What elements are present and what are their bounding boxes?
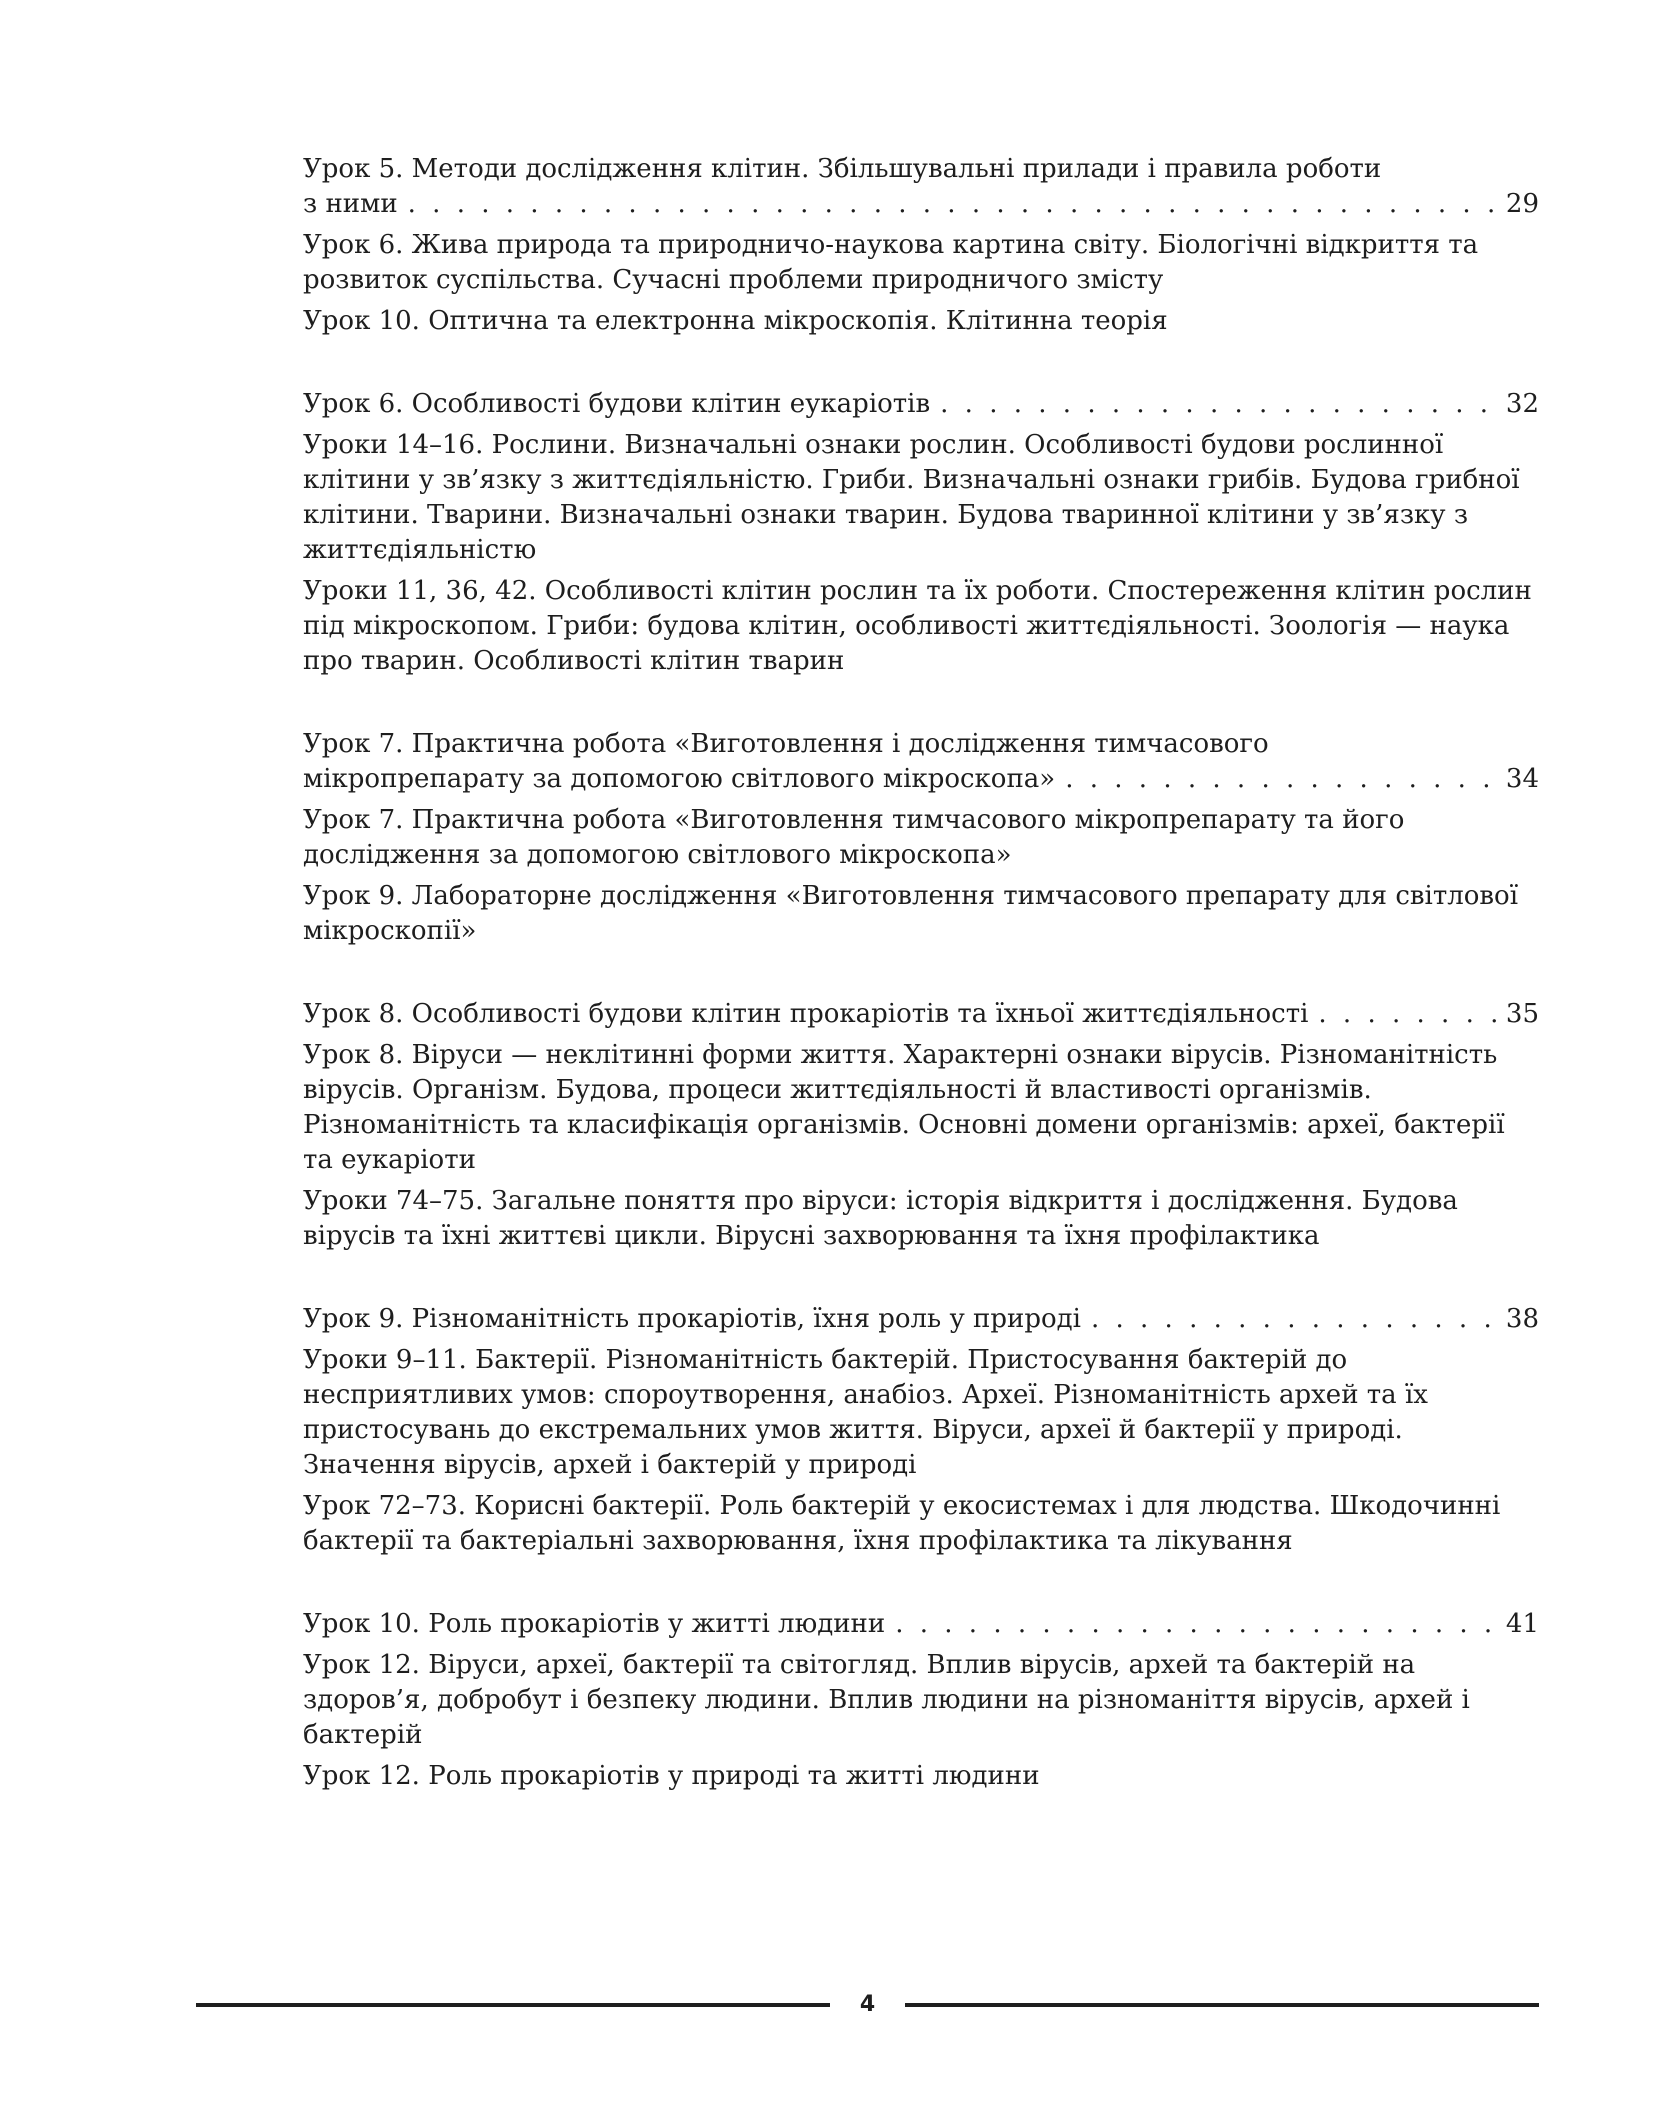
toc-main-last-line — [303, 1302, 1539, 1337]
toc-entry — [303, 152, 1539, 339]
toc-page-number: 35 — [1505, 999, 1539, 1029]
toc-main-heading — [303, 1607, 1539, 1642]
toc-reference: Урок 9. Лабораторне дослідження «Виготовлення тимчасового препарату для світлової мікроскопії» — [303, 881, 1519, 946]
toc-page-number: 32 — [1505, 389, 1539, 419]
toc-main-text: Урок 6. Особливості будови клітин еукаріотів — [303, 389, 931, 419]
toc-page-number: 29 — [1505, 189, 1539, 219]
toc-entry — [303, 1607, 1539, 1794]
toc-reference: Урок 10. Оптична та електронна мікроскопія. Клітинна теорія — [303, 306, 1168, 336]
toc-entry — [303, 727, 1539, 949]
page-number: 4 — [859, 1992, 876, 2017]
toc-main-last-line — [303, 1607, 1539, 1642]
toc-reference: Уроки 14–16. Рослини. Визначальні ознаки рослин. Особливості будови рослинної клітини у зв’язку з життєдіяльністю. Гриби. Визначальні ознаки грибів. Будова грибної клітини. Тварини. Визначальні ознаки тварин. Будова тваринної клітини у зв’язку з життєдіяльністю — [303, 430, 1520, 565]
toc-main-heading — [303, 997, 1539, 1032]
toc-page-number: 34 — [1505, 764, 1539, 794]
toc-reference: Уроки 9–11. Бактерії. Різноманітність бактерій. Пристосування бактерій до несприятливих умов: спороутворення, анабіоз. Археї. Різноманітність архей та їх пристосувань до екстремальних умов життя. Віруси, археї й бактерії у природі. Значення вірусів, архей і бактерій у природі — [303, 1345, 1428, 1480]
toc-entry — [303, 997, 1539, 1254]
dot-leader — [1065, 762, 1502, 797]
dot-leader — [895, 1607, 1502, 1642]
dot-leader — [1091, 1302, 1502, 1337]
toc-main-text: мікропрепарату за допомогою світлового мікроскопа» — [303, 764, 1056, 794]
toc-reference: Уроки 11, 36, 42. Особливості клітин рослин та їх роботи. Спостереження клітин рослин під мікроскопом. Гриби: будова клітин, особливості життєдіяльності. Зоологія — наука про тварин. Особливості клітин тварин — [303, 576, 1532, 676]
dot-leader — [408, 187, 1502, 222]
toc-main-last-line — [303, 997, 1539, 1032]
dot-leader — [940, 387, 1502, 422]
dot-leader — [1318, 997, 1502, 1032]
toc-main-line: Урок 5. Методи дослідження клітин. Збільшувальні прилади і правила роботи — [303, 154, 1382, 184]
toc-main-text: Урок 8. Особливості будови клітин прокаріотів та їхньої життєдіяльності — [303, 999, 1309, 1029]
toc-reference: Урок 7. Практична робота «Виготовлення тимчасового мікропрепарату та його дослідження за допомогою світлового мікроскопа» — [303, 805, 1405, 870]
footer-rule-right — [905, 2003, 1539, 2007]
toc-list — [303, 152, 1539, 1842]
toc-reference: Уроки 74–75. Загальне поняття про віруси: історія відкриття і дослідження. Будова вірусів та їхні життєві цикли. Вірусні захворювання та їхня профілактика — [303, 1186, 1458, 1251]
toc-main-line: Урок 7. Практична робота «Виготовлення і дослідження тимчасового — [303, 729, 1269, 759]
toc-main-text: Урок 10. Роль прокаріотів у житті людини — [303, 1609, 886, 1639]
toc-main-heading — [303, 387, 1539, 422]
toc-main-heading — [303, 152, 1539, 222]
toc-page-number: 41 — [1505, 1609, 1539, 1639]
toc-main-heading — [303, 1302, 1539, 1337]
toc-entry — [303, 387, 1539, 679]
toc-main-last-line — [303, 762, 1539, 797]
page-footer — [196, 1990, 1539, 2020]
toc-entry — [303, 1302, 1539, 1559]
toc-reference: Урок 12. Роль прокаріотів у природі та житті людини — [303, 1761, 1040, 1791]
toc-main-last-line — [303, 187, 1539, 222]
toc-main-heading — [303, 727, 1539, 797]
toc-page-number: 38 — [1505, 1304, 1539, 1334]
toc-main-text: Урок 9. Різноманітність прокаріотів, їхня роль у природі — [303, 1304, 1081, 1334]
toc-main-last-line — [303, 387, 1539, 422]
toc-reference: Урок 72–73. Корисні бактерії. Роль бактерій у екосистемах і для людства. Шкодочинні бактерії та бактеріальні захворювання, їхня профілактика та лікування — [303, 1491, 1501, 1556]
toc-reference: Урок 12. Віруси, археї, бактерії та світогляд. Вплив вірусів, архей та бактерій на здоров’я, добробут і безпеку людини. Вплив людини на різноманіття вірусів, архей і бактерій — [303, 1650, 1470, 1750]
toc-reference: Урок 6. Жива природа та природничо-наукова картина світу. Біологічні відкриття та розвиток суспільства. Сучасні проблеми природничого змісту — [303, 230, 1479, 295]
footer-rule-left — [196, 2003, 830, 2007]
toc-reference: Урок 8. Віруси — неклітинні форми життя. Характерні ознаки вірусів. Різноманітність вірусів. Організм. Будова, процеси життєдіяльності й властивості організмів. Різноманітність та класифікація організмів. Основні домени організмів: археї, бактерії та еукаріоти — [303, 1040, 1505, 1175]
toc-main-text: з ними — [303, 189, 398, 219]
